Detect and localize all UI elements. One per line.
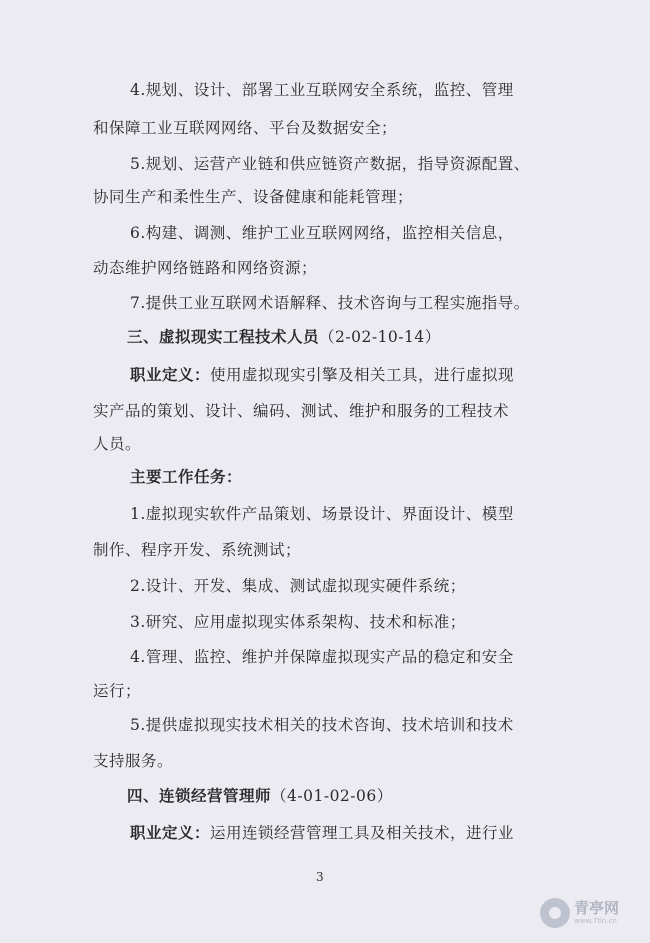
text-line: 协同生产和柔性生产、设备健康和能耗管理；	[93, 188, 414, 206]
section-title: 四、连锁经营管理师	[127, 787, 272, 805]
definition-line: 职业定义：运用连锁经营管理工具及相关技术，进行业	[130, 824, 515, 842]
text-line: 2.设计、开发、集成、测试虚拟现实硬件系统；	[130, 577, 466, 595]
watermark	[540, 893, 644, 933]
text-line: 动态维护网络链路和网络资源；	[93, 259, 318, 277]
section-code: （2-02-10-14）	[319, 328, 441, 346]
text-line: 7.提供工业互联网术语解释、技术咨询与工程实施指导。	[130, 294, 530, 312]
definition-label: 职业定义：	[130, 366, 211, 384]
watermark-logo-icon	[540, 898, 570, 928]
text-line: 实产品的策划、设计、编码、测试、维护和服务的工程技术	[93, 402, 510, 420]
text-line: 5.提供虚拟现实技术相关的技术咨询、技术培训和技术	[130, 716, 514, 734]
text-line: 6.构建、调测、维护工业互联网网络，监控相关信息，	[130, 224, 514, 242]
subheading: 主要工作任务：	[130, 468, 243, 486]
text-line: 1.虚拟现实软件产品策划、场景设计、界面设计、模型	[130, 505, 514, 523]
section-heading	[127, 326, 441, 348]
section-code: （4-01-02-06）	[271, 787, 393, 805]
text-line: 支持服务。	[93, 752, 174, 770]
text-line: 人员。	[93, 435, 142, 453]
text-line: 4.管理、监控、维护并保障虚拟现实产品的稳定和安全	[130, 648, 514, 666]
section-title: 三、虚拟现实工程技术人员	[127, 328, 320, 346]
text-line: 和保障工业互联网网络、平台及数据安全；	[93, 119, 398, 137]
definition-label: 职业定义：	[130, 824, 211, 842]
text-line: 5.规划、运营产业链和供应链资产数据，指导资源配置、	[130, 155, 530, 173]
text-line: 运行；	[93, 682, 142, 700]
watermark-url: www.7tin.cn	[574, 917, 617, 925]
definition-line: 职业定义：使用虚拟现实引擎及相关工具，进行虚拟现	[130, 366, 515, 384]
text-line: 制作、程序开发、系统测试；	[93, 541, 302, 559]
text-line: 3.研究、应用虚拟现实体系架构、技术和标准；	[130, 613, 466, 631]
text-line: 4.规划、设计、部署工业互联网安全系统，监控、管理	[130, 81, 514, 99]
watermark-name: 青亭网	[574, 899, 620, 917]
page-number: 3	[316, 870, 324, 884]
section-heading	[127, 785, 393, 807]
